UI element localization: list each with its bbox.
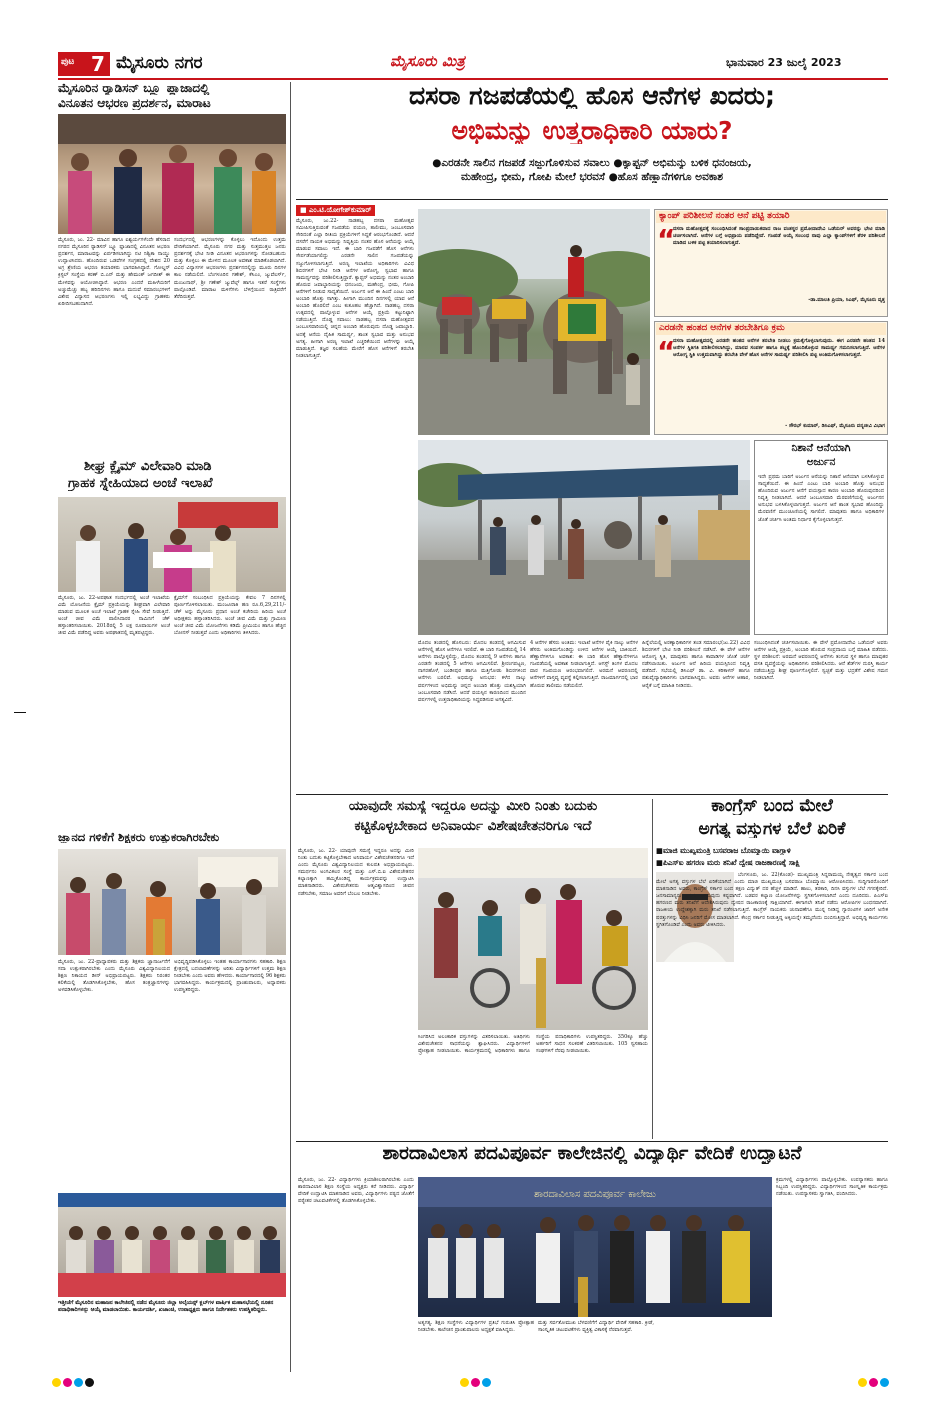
congress-subhead-2: ■ಪಿಎಸ್‌ಐ ಹಗರಣ ಮರು ತನಿಖೆ ದ್ವೇಷ ರಾಜಕಾರಣಕ್ಕೆ ಸಾಕ್ಷಿ (656, 859, 800, 867)
postal-body-a: ಮೈಸೂರು, ಜು. 22-ಅಪಘಾತ ಸಂದರ್ಭದಲ್ಲಿ ಅಂಚೆ ಇಲಾಖೆಯ ವಿಮೆ ಯೋಜನೆಯ ಕ್ಲೈಮ್ ಪ್ರಕ್ರಿಯೆಯನ್ನು ಶೀಘ್ರವಾಗಿ ವಿಲೇವಾರಿ ಮಾಡುವ ಮೂಲಕ ಅಂಚೆ ಇಲಾಖೆ ಗ್ರಾಹಕ ಸ್ನೇಹಿ ಸೇವೆ ನೀಡುತ್ತಿದೆ. ಅಂಚೆ ಜೀವ ವಿಮೆ ಪಾಲಿಸಿದಾರರ ನಾಮಿನಿಗೆ ಚೆಕ್ ಹಸ್ತಾಂತರಿಸಲಾಯಿತು. 2018ರಲ್ಲಿ 5 ಲಕ್ಷ ರೂಪಾಯಿಗಳ ಅಂಚೆ ಜೀವ ವಿಮೆ ಪಡೆದಿದ್ದ ಅವರು ಅಪಘಾತದಲ್ಲಿ ಮೃತಪಟ್ಟಿದ್ದರು. (58, 595, 170, 637)
registration-dot-9 (869, 1378, 878, 1387)
alliance-photo-figures (58, 1193, 286, 1297)
teachers-workshop-photo (58, 849, 286, 955)
congress-headline-1: ಕಾಂಗ್ರೆಸ್ ಬಂದ ಮೇಲೆ (711, 797, 833, 816)
arjuna-heading-2: ಅರ್ಜುನ (806, 457, 836, 468)
bottom-section-rule (296, 1141, 888, 1142)
mid-headline-1: ಯಾವುದೇ ಸಮಸ್ಯೆ ಇದ್ದರೂ ಅದನ್ನು ಮೀರಿ ನಿಂತು ಬದುಕು (348, 799, 598, 814)
alliance-club-photo (58, 1193, 286, 1297)
arjuna-body: ಇದೇ ಪ್ರಥಮ ಬಾರಿಗೆ ಅರ್ಜುನ ಆನೆಯನ್ನು ನಿಶಾನೆ ಆನೆಯಾಗಿ ಬಳಸಿಕೊಳ್ಳುವ ಸಾಧ್ಯತೆಯಿದೆ. ಈ ಹಿಂದೆ ಎಂಟು ಬಾರಿ ಅಂಬಾರಿ ಹೊತ್ತು ಅನುಭವ ಹೊಂದಿರುವ ಅರ್ಜುನ ಆನೆಗೆ ವಯಸ್ಸಾದ ಕಾರಣ ಅಂಬಾರಿ ಹೊರುವುದರಿಂದ ನಿವೃತ್ತಿ ನೀಡಲಾಗಿದೆ. ಆದರೆ ಜಂಬೂಸವಾರಿ ಮೆರವಣಿಗೆಯಲ್ಲಿ ಅರ್ಜುನನ ಅನುಭವ ಬಳಸಿಕೊಳ್ಳಲಾಗುತ್ತದೆ. ಅರ್ಜುನ ಆನೆ ಶಾಂತ ಸ್ವಭಾವ ಹೊಂದಿದ್ದು ಮೆರವಣಿಗೆ ಮುಂಚೂಣಿಯಲ್ಲಿ ಸಾಗಲಿದೆ. ಮಾವುತರು ಹಾಗೂ ಅಧಿಕಾರಿಗಳ ಜೊತೆ ಚರ್ಚಿಸಿ ಅಂತಿಮ ನಿರ್ಧಾರ ಕೈಗೊಳ್ಳಲಾಗುತ್ತದೆ. (758, 474, 884, 523)
lead-body-3: 4 ಆನೆಗಳ ಹೆಸರು ಅಂತಿಮ: ಇಲಾಖೆ ಆನೆಗಳ ಪೈಕಿ ನಾಲ್ಕು ಆನೆಗಳ ಹೆಸರು ಅಂತಿಮಗೊಂಡಿದ್ದು ಉಳಿದ ಆನೆಗಳ ಆಯ್ಕೆ ಬಾಕಿಯಿದೆ. ಹೆಣ್ಣಾನೆಗಳಿಗೂ ಅವಕಾಶ: ಈ ಬಾರಿ ಹೊಸ ಹೆಣ್ಣಾನೆಗಳಿಗೂ ಗಜಪಡೆಯಲ್ಲಿ ಅವಕಾಶ ನೀಡಲಾಗುತ್ತಿದೆ. ಆಗಸ್ಟ್ ತಿಂಗಳ ಮೊದಲ ವಾರ ಗಜಪಯಣ ಆರಂಭವಾಗಲಿದೆ. ಅರಮನೆ ಆವರಣದಲ್ಲಿ ಆನೆಗಳಿಗೆ ವಾಸ್ತವ್ಯ ವ್ಯವಸ್ಥೆ ಕಲ್ಪಿಸಲಾಗುತ್ತಿದೆ. ರಾಜಮಾರ್ಗದಲ್ಲಿ ಭಾರ ಹೊರುವ ತಾಲೀಮು ನಡೆಯಲಿದೆ. (530, 640, 638, 689)
registration-dot-3 (74, 1378, 83, 1387)
column-divider-right (652, 799, 653, 1139)
congress-headline-2: ಅಗತ್ಯ ವಸ್ತುಗಳ ಬೆಲೆ ಏರಿಕೆ (698, 820, 846, 839)
postal-photo-figures (58, 497, 286, 592)
college-stage-photo (418, 1177, 772, 1317)
quote1-heading: ಕ್ಯಾಂಪ್ ಪರಿಶೀಲನೆ ನಂತರ ಆನೆ ಪಟ್ಟಿ ತಯಾರಿ (656, 211, 886, 223)
lead-bottom-rule (296, 794, 888, 795)
postal-headline-1: ಶೀಘ್ರ ಕ್ಲೈಮ್ ವಿಲೇವಾರಿ ಮಾಡಿ (84, 460, 212, 474)
section-title: ಮೈಸೂರು ನಗರ (116, 53, 203, 73)
mid-headline-2: ಕಟ್ಟಿಕೊಳ್ಳಬೇಕಾದ ಅನಿವಾರ್ಯ ವಿಶೇಷಚೇತನರಿಗೂ ಇದೆ (354, 819, 592, 834)
lead-subhead-rule (296, 199, 888, 200)
registration-dot-10 (880, 1378, 889, 1387)
registration-dot-5 (460, 1378, 469, 1387)
alliance-caption: ಇತ್ತೀಚೆಗೆ ಮೈಸೂರಿನ ಮಹಾಜನ ಕಾಲೇಜಿನಲ್ಲಿ ನಡೆದ ಮೈಸೂರು ಜಿಲ್ಲಾ ಅಲೈಯನ್ಸ್ ಕ್ಲಬ್‌ಗಳ ವಾರ್ಷಿಕ ಮಹಾಸಭೆಯಲ್ಲಿ ನೂತನ ಪದಾಧಿಕಾರಿಗಳನ್ನು ಆಯ್ಕೆ ಮಾಡಲಾಯಿತು. ಕಾರ್ಯದರ್ಶಿ, ಖಜಾಂಚಿ, ಉಪಾಧ್ಯಕ್ಷರು ಹಾಗೂ ನಿರ್ದೇಶಕರು ಉಪಸ್ಥಿತರಿದ್ದರು. (58, 1300, 274, 1314)
college-photo-scene (418, 1177, 772, 1317)
quote1-attribution: -ಡಾ.ಮಾಲತಿ ಪ್ರಿಯಾ, ಸಿಎಫ್, ಮೈಸೂರು ವೃತ್ತ (808, 297, 885, 303)
disability-event-photo (418, 848, 648, 1030)
college-body-e-spacer (658, 1320, 772, 1370)
jewel-body-b: ಸಂದರ್ಭದಲ್ಲಿ ಆಭರಣಗಳನ್ನು ಕೊಳ್ಳಲು ಇದೊಂದು ಉತ್ತಮ ವೇದಿಕೆಯಾಗಿದೆ. ಮೈಸೂರು ನಗರ ಮತ್ತು ಸುತ್ತಮುತ್ತಲ ಜನರು ಪ್ರದರ್ಶನಕ್ಕೆ ಭೇಟಿ ನೀಡಿ ವಿನೂತನ ಆಭರಣಗಳನ್ನು ನೋಡಬಹುದು ಮತ್ತು ಕೊಳ್ಳಲು ಈ ಮೇಳದ ಮೂಲಕ ಅವಕಾಶ ಮಾಡಿಕೊಡಲಾಗಿದೆ. ವಿವಿಧ ವಿನ್ಯಾಸಗಳ ಆಭರಣಗಳು ಪ್ರದರ್ಶನದಲ್ಲಿದ್ದು ಮೂರು ದಿನಗಳ ಕಾಲ ನಡೆಯಲಿದೆ. ಬೆಂಗಳೂರಿನ ಗಣೇಶ್, ಕೆಸಿಎಂ, ಜ್ಯುವೆಲರ್ಸ್, ಮಂಜುನಾಥ್, ಶ್ರೀ ಗಣೇಶ್ ಜ್ಯುವೆಲ್ಸ್ ಹಾಗೂ ಇತರೆ ಸಂಸ್ಥೆಗಳು ಪಾಲ್ಗೊಂಡಿವೆ. ಮಾರಾಟ ಮಳಿಗೆಗಳು ಬೆಳಿಗ್ಗೆಯಿಂದ ರಾತ್ರಿವರೆಗೆ ತೆರೆದಿರುತ್ತವೆ. (174, 237, 286, 300)
disability-photo-scene (418, 848, 648, 1030)
elephant-procession-photo (418, 209, 650, 435)
college-body-d: ಕ್ರಮಗಳಲ್ಲಿ ವಿದ್ಯಾರ್ಥಿಗಳು ಪಾಲ್ಗೊಳ್ಳಬೇಕು. ಉಪನ್ಯಾಸಕರು ಹಾಗೂ ಸಿಬ್ಬಂದಿ ಉಪಸ್ಥಿತರಿದ್ದರು. ವಿದ್ಯಾರ್ಥಿಗಳಿಂದ ಸಾಂಸ್ಕೃತಿಕ ಕಾರ್ಯಕ್ರಮ ನಡೆಯಿತು. ಉಪನ್ಯಾಸಕರು ಸ್ವಾಗತಿಸಿ, ವಂದಿಸಿದರು. (776, 1177, 888, 1198)
issue-date: ಭಾನುವಾರ 23 ಜುಲೈ 2023 (726, 56, 842, 69)
jewel-body-a: ಮೈಸೂರು, ಜು. 22- ಮಾವಿನ ಹಾಗೂ ಐಶ್ವರ್ಯಗಳೆಂದೇ ಹೆಸರಾದ ನಗರದ ಮೈಸೂರಿನ ರ‍್ಯಾಡಿಸನ್ ಬ್ಲ್ಯೂ ಪ್ಲಾಜಾದಲ್ಲಿ ವಿನೂತನ ಆಭರಣ ಪ್ರದರ್ಶನ, ಮಾರಾಟವನ್ನು ಏರ್ಪಡಿಸಲಾಗಿದ್ದು ನಟಿ ನಿಶ್ವಿಕಾ ನಾಯ್ಡು ಉದ್ಘಾಟಿಸಿದರು. ಹೊಂದಿರುವ ಒಡವೆಗಳ ಸಂಗ್ರಹದಲ್ಲಿ ದೇಶದ 20 ಅಗ್ರ ಶ್ರೇಣಿಯ ಆಭರಣ ತಯಾರಕರು ಭಾಗವಹಿಸಿದ್ದಾರೆ. ಗೋಲ್ಡನ್ ಕ್ರಿಸ್ಟಲ್ ಸಂಸ್ಥೆಯ ಕರಣ್ ಬಿ.ಎನ್ ಮತ್ತು ಹೇಮಂತ್ ಜಗದೀಶ್ ಈ ಮೇಳವನ್ನು ಆಯೋಜಿಸಿದ್ದಾರೆ. ಆಭರಣ ಎಂದರೆ ಮಹಿಳೆಯರಿಗೆ ಅಚ್ಚುಮೆಚ್ಚು ಹಬ್ಬ ಹರಿದಿನಗಳು ಹಾಗೂ ಮದುವೆ ಸಮಾರಂಭಗಳಿಗೆ ವಿಶೇಷ ವಿನ್ಯಾಸದ ಆಭರಣಗಳು ಇಲ್ಲಿ ಲಭ್ಯವಿದ್ದು ಗ್ರಾಹಕರು ಖರೀದಿಸಬಹುದಾಗಿದೆ. (58, 237, 170, 307)
lead-headline-2: ಅಭಿಮನ್ಯು ಉತ್ತರಾಧಿಕಾರಿ ಯಾರು? (451, 117, 733, 144)
teachers-headline: ಜ್ಞಾನದ ಗಳಿಕೆಗೆ ಶಿಕ್ಷಕರು ಉತ್ಸುಕರಾಗಿರಬೇಕು (58, 831, 220, 844)
postal-headline-2: ಗ್ರಾಹಕ ಸ್ನೇಹಿಯಾದ ಅಂಚೆ ಇಲಾಖೆ (68, 477, 213, 491)
lead-headline-1: ದಸರಾ ಗಜಪಡೆಯಲ್ಲಿ ಹೊಸ ಆನೆಗಳ ಖದರು; (408, 82, 775, 109)
college-body-b: ಅತ್ಯಗತ್ಯ. ಶಿಕ್ಷಣ ಸಂಸ್ಥೆಗಳು ವಿದ್ಯಾರ್ಥಿಗಳ ಪ್ರತಿಭೆ ಗುರುತಿಸಿ ಪ್ರೋತ್ಸಾಹ ನೀಡಬೇಕು. ಕಾಲೇಜಿನ ಪ್ರಾಂಶುಪಾಲರು ಅಧ್ಯಕ್ಷತೆ ವಹಿಸಿದ್ದರು. (418, 1320, 534, 1334)
quote2-heading: ಎರಡನೇ ಹಂತದ ಆನೆಗಳ ತರಬೇತಿಗೂ ಕ್ರಮ (656, 323, 886, 335)
quote1-mark: “ (657, 223, 676, 256)
registration-dot-4 (85, 1378, 94, 1387)
jewel-photo-figures (58, 114, 286, 234)
mid-body-b: ಸಿಂಗರಿಸಿದ ಅಲಂಕಾರಿಕ ವಸ್ತುಗಳನ್ನು ವಿತರಿಸಲಾಯಿತು. ಅತಿಥಿಗಳು ವಿಶೇಷಚೇತನರ ಸಾಧನೆಯನ್ನು ಶ್ಲಾಘಿಸಿದರು. ವಿದ್ಯಾರ್ಥಿಗಳಿಗೆ ಪ್ರೋತ್ಸಾಹ ನೀಡಲಾಯಿತು. ಕಾರ್ಯಕ್ರಮದಲ್ಲಿ ಅಧಿಕಾರಿಗಳು ಹಾಗೂ ಸಂಸ್ಥೆಯ ಪದಾಧಿಕಾರಿಗಳು ಉಪಸ್ಥಿತರಿದ್ದರು. 350ಕ್ಕೂ ಹೆಚ್ಚು ಅರ್ಹರಿಗೆ ಸಾಧನ ಸಲಕರಣೆ ವಿತರಿಸಲಾಯಿತು. 105 ಸ್ವಸಹಾಯ ಸಂಘಗಳಿಗೆ ನೆರವು ನೀಡಲಾಯಿತು. (418, 1034, 648, 1055)
college-stage-banner: ಶಾರದಾವಿಲಾಸ ಪದವಿಪೂರ್ವ ಕಾಲೇಜು (534, 1189, 656, 1200)
elephant-1 (436, 294, 480, 354)
quote1-text: ದಸರಾ ಮಹೋತ್ಸವಕ್ಕೆ ಸಂಬಂಧಿಸಿದಂತೆ ಸಾಂಪ್ರದಾಯಿಕವಾದ ರಾಜ ವಂಶಸ್ಥರ ಪ್ರಮೋದಾದೇವಿ ಒಡೆಯರ್ ಅವರನ್ನು ಭೇಟಿ ಮಾಡಿ ಚರ್ಚಿಸಲಾಗಿದೆ. ಆನೆಗಳ ಬಗ್ಗೆ ಅಭಿಪ್ರಾಯ ಪಡೆದಿದ್ದೇವೆ. ಗಜಪಡೆ ಆಯ್ಕೆ ಸಂಬಂಧ ನಾವು ಎಲ್ಲಾ ಕ್ಯಾಂಪ್‌ಗಳಿಗೆ ತೆರಳಿ ಪರಿಶೀಲನೆ ಮಾಡಿದ ಬಳಿಕ ಪಟ್ಟಿ ತಯಾರಿಸಲಾಗುತ್ತದೆ. (673, 226, 885, 247)
teachers-body-b: ಅಭಿವೃದ್ಧಿಪಡಿಸಿಕೊಳ್ಳಲು ಇಂತಹ ಕಾರ್ಯಾಗಾರಗಳು ಸಹಕಾರಿ. ಶಿಕ್ಷಣ ಕ್ಷೇತ್ರದಲ್ಲಿ ಬದಲಾವಣೆಗಳನ್ನು ಅರಿತು ವಿದ್ಯಾರ್ಥಿಗಳಿಗೆ ಉತ್ತಮ ಶಿಕ್ಷಣ ನೀಡಬೇಕು ಎಂದು ಅವರು ಹೇಳಿದರು. ಕಾರ್ಯಾಗಾರದಲ್ಲಿ 96 ಶಿಕ್ಷಕರು ಭಾಗವಹಿಸಿದ್ದರು. ಕಾರ್ಯಕ್ರಮದಲ್ಲಿ ಪ್ರಾಂಶುಪಾಲರು, ಅಧ್ಯಾಪಕರು ಉಪಸ್ಥಿತರಿದ್ದರು. (174, 959, 286, 994)
page-number: 7 (91, 52, 105, 76)
shed-photo-scene (418, 440, 750, 635)
lead-byline: ■ ಎಂ.ಟಿ.ಯೋಗೇಶ್‌ಕುಮಾರ್ (296, 205, 375, 216)
college-body-a: ಮೈಸೂರು, ಜು. 22- ವಿದ್ಯಾರ್ಥಿಗಳು ಕ್ರಿಯಾಶೀಲರಾಗಿರಬೇಕು ಎಂದು ಶಾರದಾವಿಲಾಸ ಶಿಕ್ಷಣ ಸಂಸ್ಥೆಯ ಅಧ್ಯಕ್ಷರು ಕರೆ ನೀಡಿದರು. ವಿದ್ಯಾರ್ಥಿ ವೇದಿಕೆ ಉದ್ಘಾಟಿಸಿ ಮಾತನಾಡಿದ ಅವರು, ವಿದ್ಯಾರ್ಥಿಗಳು ಪಠ್ಯದ ಜೊತೆಗೆ ಪಠ್ಯೇತರ ಚಟುವಟಿಕೆಗಳಲ್ಲಿ ತೊಡಗಿಸಿಕೊಳ್ಳಬೇಕು. (298, 1177, 414, 1205)
quote2-text: ದಸರಾ ಮಹೋತ್ಸವದಲ್ಲಿ ಎರಡನೇ ಹಂತದ ಆನೆಗಳ ತರಬೇತಿ ನೀಡಲು ಕ್ರಮಕೈಗೊಳ್ಳಲಾಗುವುದು. ಈಗ ಎರಡನೇ ಹಂತದ 14 ಆನೆಗಳ ಸ್ಥಿತಿಗತಿ ಪರಿಶೀಲಿಸಲಾಗಿದ್ದು, ಮಾನವ ಸಂಪರ್ಕ ಹಾಗೂ ಶಬ್ದಕ್ಕೆ ಹೊಂದಿಕೊಳ್ಳುವ ಸಾಮರ್ಥ್ಯ ಗಮನಿಸಲಾಗುತ್ತಿದೆ. ಆನೆಗಳ ಆರೋಗ್ಯ ಸ್ಥಿತಿ ಉತ್ತಮವಾಗಿದ್ದು ತರಬೇತಿ ವೇಳೆ ಹೊಸ ಆನೆಗಳ ಸಾಮರ್ಥ್ಯ ಪರಿಶೀಲಿಸಿ ಪಟ್ಟಿ ಅಂತಿಮಗೊಳಿಸಲಾಗುತ್ತದೆ. (673, 338, 885, 359)
lead-subhead-2: ಮಹೇಂದ್ರ, ಭೀಮ, ಗೋಪಿ ಮೇಲೆ ಭರವಸೆ ●ಹೊಸ ಹೆಣ್ಣಾನೆಗಳಿಗೂ ಅವಕಾಶ (460, 172, 724, 183)
teachers-body-a: ಮೈಸೂರು, ಜು. 22-ಪ್ರಾಧ್ಯಾಪಕರು ಮತ್ತು ಶಿಕ್ಷಕರು ಜ್ಞಾನಾರ್ಜನೆಗೆ ಸದಾ ಉತ್ಸುಕರಾಗಿರಬೇಕು ಎಂದು ಮೈಸೂರು ವಿಶ್ವವಿದ್ಯಾನಿಲಯದ ಶಿಕ್ಷಣ ನಿಕಾಯದ ಡೀನ್ ಅಭಿಪ್ರಾಯಪಟ್ಟರು. ಶಿಕ್ಷಕರು ನಿರಂತರ ಕಲಿಕೆಯಲ್ಲಿ ತೊಡಗಿಸಿಕೊಳ್ಳಬೇಕು, ಹೊಸ ತಂತ್ರಜ್ಞಾನಗಳನ್ನು ಅಳವಡಿಸಿಕೊಳ್ಳಬೇಕು. (58, 959, 170, 994)
registration-dot-2 (63, 1378, 72, 1387)
college-body-c: ಮತ್ತು ಸರ್ವತೋಮುಖ ಬೆಳವಣಿಗೆಗೆ ವಿದ್ಯಾರ್ಥಿ ವೇದಿಕೆ ಸಹಕಾರಿ. ಕ್ರೀಡೆ, ಸಾಂಸ್ಕೃತಿಕ ಚಟುವಟಿಕೆಗಳು ವ್ಯಕ್ತಿತ್ವ ವಿಕಾಸಕ್ಕೆ ನೆರವಾಗುತ್ತವೆ. (538, 1320, 654, 1334)
congress-subhead-1: ■ಮಾಜಿ ಮುಖ್ಯಮಂತ್ರಿ ಬಸವರಾಜ ಬೊಮ್ಮಾಯಿ ವಾಗ್ದಾಳಿ (656, 847, 791, 855)
jewel-headline-2: ವಿನೂತನ ಆಭರಣ ಪ್ರದರ್ಶನ, ಮಾರಾಟ (58, 97, 211, 110)
registration-dot-7 (482, 1378, 491, 1387)
quote2-mark: “ (657, 335, 676, 368)
elephant-photo-scene (418, 209, 650, 435)
lead-body-4: ಹಿನ್ನೆಲೆಯಲ್ಲಿ ಅರಣ್ಯಾಧಿಕಾರಿಗಳ ತಂಡ ಸಮಾರಂಭ(ಜು.22) ವಿವಿಧ ಶಿಬಿರಗಳಿಗೆ ಭೇಟಿ ನೀಡಿ ಪರಿಶೀಲನೆ ನಡೆಸಿದೆ. ಈ ವೇಳೆ ಆನೆಗಳ ಆರೋಗ್ಯ ಸ್ಥಿತಿ, ಮಾವುತರು ಹಾಗೂ ಕಾವಾಡಿಗಳ ಜೊತೆ ಚರ್ಚೆ ನಡೆಸಲಾಯಿತು. ಅರ್ಜುನ ಆನೆ ಹಿರಿಯ ವಯಸ್ಸಿನಿಂದ ನಿವೃತ್ತಿ ಪಡೆದಿದೆ. ಸಭೆಯಲ್ಲಿ ಡಿಸಿಎಫ್ ಡಾ. ವಿ. ಕರಿಕಾಳನ್ ಹಾಗೂ ಪಶುವೈದ್ಯಾಧಿಕಾರಿಗಳು ಭಾಗವಹಿಸಿದ್ದರು. ಅವರು ಆನೆಗಳ ಆಹಾರ, ಆರೈಕೆ ಬಗ್ಗೆ ಮಾಹಿತಿ ನೀಡಿದರು. (642, 640, 750, 689)
lead-body-1: ಮೈಸೂರು, ಜು.22- ನಾಡಹಬ್ಬ ದಸರಾ ಮಹೋತ್ಸವ ಸಮೀಪಿಸುತ್ತಿರುವಂತೆ ಗಜಪಡೆಯ ಪಯಣ, ತಾಲೀಮು, ಜಂಬೂಸವಾರಿ ಸೇರಿದಂತೆ ಎಲ್ಲಾ ರೀತಿಯ ಪ್ರಕ್ರಿಯೆಗಳಿಗೆ ಸಿದ್ಧತೆ ಆರಂಭಗೊಂಡಿದೆ. ಆದರೆ ದಸರೆಗೆ ನಾಯಕ ಅಭಿಮನ್ಯು ನಿವೃತ್ತಿಯ ನಂತರ ಹೊಸ ಆನೆಯನ್ನು ಆಯ್ಕೆ ಮಾಡುವ ಸವಾಲು ಇದೆ. ಈ ಬಾರಿ ಗಜಪಡೆಗೆ ಹೊಸ ಆನೆಗಳು ಸೇರ್ಪಡೆಯಾಗಲಿದ್ದು ಎರಡನೇ ಸಾಲಿನ ಗಜಪಡೆಯನ್ನು ಸಜ್ಜುಗೊಳಿಸಲಾಗುತ್ತಿದೆ. ಅರಣ್ಯ ಇಲಾಖೆಯ ಅಧಿಕಾರಿಗಳು ವಿವಿಧ ಶಿಬಿರಗಳಿಗೆ ಭೇಟಿ ನೀಡಿ ಆನೆಗಳ ಆರೋಗ್ಯ, ಸ್ವಭಾವ ಹಾಗೂ ಸಾಮರ್ಥ್ಯವನ್ನು ಪರಿಶೀಲಿಸುತ್ತಿದ್ದಾರೆ. ಕ್ಯಾಪ್ಟನ್ ಅಭಿಮನ್ಯು ನಂತರ ಅಂಬಾರಿ ಹೊರುವ ಜವಾಬ್ದಾರಿಯನ್ನು ಧನಂಜಯ, ಮಹೇಂದ್ರ, ಭೀಮ, ಗೋಪಿ ಆನೆಗಳಿಗೆ ನೀಡುವ ಸಾಧ್ಯತೆಯಿದೆ. ಅರ್ಜುನ ಆನೆ ಈ ಹಿಂದೆ ಎಂಟು ಬಾರಿ ಅಂಬಾರಿ ಹೊತ್ತು ಸಾಗಿತ್ತು. ಹೀಗಾಗಿ ಮುಂದಿನ ದಿನಗಳಲ್ಲಿ ಯಾವ ಆನೆ ಅಂಬಾರಿ ಹೊರಲಿದೆ ಎಂಬ ಕುತೂಹಲ ಹೆಚ್ಚಾಗಿದೆ. ನಾಡಹಬ್ಬ ದಸರಾ ಉತ್ಸವದಲ್ಲಿ ಪಾಲ್ಗೊಳ್ಳುವ ಆನೆಗಳ ಆಯ್ಕೆ ಪ್ರಕ್ರಿಯೆ ಕಟ್ಟುನಿಟ್ಟಾಗಿ ನಡೆಯುತ್ತಿದೆ. ದೊಡ್ಡ ಸವಾಲು: ನಾಡಹಬ್ಬ ದಸರಾ ಮಹೋತ್ಸವದ ಜಂಬೂಸವಾರಿಯಲ್ಲಿ ಚಿನ್ನದ ಅಂಬಾರಿ ಹೊರುವುದು ದೊಡ್ಡ ಜವಾಬ್ದಾರಿ. ಅದಕ್ಕೆ ಆನೆಯ ದೈಹಿಕ ಸಾಮರ್ಥ್ಯ, ಶಾಂತ ಸ್ವಭಾವ ಮತ್ತು ಅನುಭವ ಅಗತ್ಯ. ಹೀಗಾಗಿ ಅರಣ್ಯ ಇಲಾಖೆ ಎಚ್ಚರಿಕೆಯಿಂದ ಆನೆಗಳನ್ನು ಆಯ್ಕೆ ಮಾಡುತ್ತಿದೆ. ತಜ್ಞರ ಸಲಹೆಯ ಮೇರೆಗೆ ಹೊಸ ಆನೆಗಳಿಗೆ ತರಬೇತಿ ನೀಡಲಾಗುತ್ತಿದೆ. (296, 218, 414, 359)
college-headline: ಶಾರದಾವಿಲಾಸ ಪದವಿಪೂರ್ವ ಕಾಲೇಜಿನಲ್ಲಿ ವಿದ್ಯಾರ್ಥಿ ವೇದಿಕೆ ಉದ್ಘಾಟನೆ (382, 1144, 802, 1164)
quote2-attribution: - ಸೌರಭ್ ಕುಮಾರ್, ಡಿಸಿಎಫ್, ಮೈಸೂರು ವನ್ಯಜೀವಿ ವಿಭಾಗ (785, 423, 885, 429)
elephant-shed-photo (418, 440, 750, 635)
registration-dot-1 (52, 1378, 61, 1387)
mid-body-a: ಮೈಸೂರು, ಜು. 22- ಯಾವುದೇ ಸಮಸ್ಯೆ ಇದ್ದರೂ ಅದನ್ನು ಮೀರಿ ನಿಂತು ಬದುಕು ಕಟ್ಟಿಕೊಳ್ಳಬೇಕಾದ ಅನಿವಾರ್ಯ ವಿಶೇಷಚೇತನರಿಗೂ ಇದೆ ಎಂದು ಮೈಸೂರು ವಿಶ್ವವಿದ್ಯಾನಿಲಯದ ಕುಲಪತಿ ಅಭಿಪ್ರಾಯಪಟ್ಟರು. ಸಮರ್ಥನಂ ಅಂಗವಿಕಲರ ಸಂಸ್ಥೆ ಮತ್ತು ಎಸ್.ಬಿ.ಐ ವಿಶೇಷಚೇತನರ ಕಲ್ಯಾಣಕ್ಕಾಗಿ ಹಮ್ಮಿಕೊಂಡಿದ್ದ ಕಾರ್ಯಕ್ರಮವನ್ನು ಉದ್ಘಾಟಿಸಿ ಮಾತನಾಡಿದರು. ವಿಶೇಷಚೇತನರು ಆತ್ಮವಿಶ್ವಾಸದಿಂದ ಜೀವನ ನಡೆಸಬೇಕು, ಸಮಾಜ ಅವರಿಗೆ ಬೆಂಬಲ ನೀಡಬೇಕು. (298, 848, 414, 897)
registration-dot-6 (471, 1378, 480, 1387)
postal-body-b: ಕ್ಲೈಮ್‌ಗೆ ಸಂಬಂಧಿಸಿದ ಪ್ರಕ್ರಿಯೆಯನ್ನು ಕೇವಲ 7 ದಿನಗಳಲ್ಲಿ ಪೂರ್ಣಗೊಳಿಸಲಾಯಿತು. ಮಂಜೂರಾತಿ ಹಣ ರೂ.6,29,211/- ಚೆಕ್ ಅನ್ನು ಮೈಸೂರು ಪ್ರಧಾನ ಅಂಚೆ ಕಚೇರಿಯ ಹಿರಿಯ ಅಂಚೆ ಅಧೀಕ್ಷಕರು ಹಸ್ತಾಂತರಿಸಿದರು. ಅಂಚೆ ಜೀವ ವಿಮೆ ಮತ್ತು ಗ್ರಾಮೀಣ ಅಂಚೆ ಜೀವ ವಿಮೆ ಯೋಜನೆಗಳು ಕಡಿಮೆ ಪ್ರೀಮಿಯಂ ಹಾಗೂ ಹೆಚ್ಚಿನ ಬೋನಸ್ ನೀಡುತ್ತವೆ ಎಂದು ಅಧಿಕಾರಿಗಳು ತಿಳಿಸಿದರು. (174, 595, 286, 637)
masthead-rule (58, 78, 888, 80)
elephant-2 (486, 295, 534, 362)
left-margin-mark (14, 712, 26, 713)
lead-body-2: ಮೊದಲ ತಂಡದಲ್ಲಿ ಹೊಸಬರು: ಮೊದಲ ತಂಡದಲ್ಲಿ ಆಗಮಿಸುವ ಆನೆಗಳಲ್ಲಿ ಹೊಸ ಆನೆಗಳೂ ಇರಲಿವೆ. ಈ ಬಾರಿ ಗಜಪಡೆಯಲ್ಲಿ 14 ಆನೆಗಳು ಪಾಲ್ಗೊಳ್ಳಲಿದ್ದು, ಮೊದಲ ತಂಡದಲ್ಲಿ 9 ಆನೆಗಳು ಹಾಗೂ ಎರಡನೇ ತಂಡದಲ್ಲಿ 5 ಆನೆಗಳು ಆಗಮಿಸಲಿವೆ. ಶ್ರೀರಂಗಪಟ್ಟಣ, ನಾಗರಹೊಳೆ, ಬಂಡೀಪುರ ಹಾಗೂ ಮತ್ತಿಗೋಡು ಶಿಬಿರಗಳಿಂದ ಆನೆಗಳು ಬರಲಿವೆ. ಅಭಿಮನ್ಯು ಅನುಭವ: ಕಳೆದ ನಾಲ್ಕು ವರ್ಷಗಳಿಂದ ಅಭಿಮನ್ಯು ಚಿನ್ನದ ಅಂಬಾರಿ ಹೊತ್ತು ಯಶಸ್ವಿಯಾಗಿ ಜಂಬೂಸವಾರಿ ನಡೆಸಿದೆ. ಆದರೆ ವಯಸ್ಸಿನ ಕಾರಣದಿಂದ ಮುಂದಿನ ವರ್ಷಗಳಲ್ಲಿ ಉತ್ತರಾಧಿಕಾರಿಯನ್ನು ಸಿದ್ಧಪಡಿಸುವ ಅಗತ್ಯವಿದೆ. (418, 640, 526, 703)
newspaper-logo: ಮೈಸೂರು ಮಿತ್ರ (390, 52, 465, 70)
lead-body-5: ಸಂಬಂಧಿಸಿದಂತೆ ಚರ್ಚಿಸಲಾಯಿತು. ಈ ವೇಳೆ ಪ್ರಮೋದಾದೇವಿ ಒಡೆಯರ್ ಅವರು ಆನೆಗಳ ಆಯ್ಕೆ ಪ್ರಕ್ರಿಯೆ, ಅಂಬಾರಿ ಹೊರುವ ಸಂಪ್ರದಾಯ ಬಗ್ಗೆ ಮಾಹಿತಿ ಪಡೆದರು. ಸ್ಥಳ ಪರಿಶೀಲನೆ: ಅರಮನೆ ಆವರಣದಲ್ಲಿ ಆನೆಗಳು ತಂಗುವ ಸ್ಥಳ ಹಾಗೂ ಮಾವುತರ ವಸತಿ ವ್ಯವಸ್ಥೆಯನ್ನು ಅಧಿಕಾರಿಗಳು ಪರಿಶೀಲಿಸಿದರು. ಆನೆ ಶೆಡ್‌ಗಳ ದುರಸ್ತಿ ಕಾರ್ಯ ನಡೆಯುತ್ತಿದ್ದು ಶೀಘ್ರ ಪೂರ್ಣಗೊಳ್ಳಲಿದೆ. ಸ್ವಚ್ಛತೆ ಮತ್ತು ಭದ್ರತೆಗೆ ವಿಶೇಷ ಗಮನ ನೀಡಲಾಗಿದೆ. (754, 640, 888, 682)
lead-subhead-1: ●ಎರಡನೇ ಸಾಲಿನ ಗಜಪಡೆ ಸಜ್ಜುಗೊಳಿಸುವ ಸವಾಲು ●ಕ್ಯಾಪ್ಟನ್ ಅಭಿಮನ್ಯು ಬಳಿಕ ಧನಂಜಯ, (432, 158, 752, 169)
congress-body: ಬೆಂಗಳೂರು, ಜು. 22(ಕೊಂಡ)- ಮುಖ್ಯಮಂತ್ರಿ ಸಿದ್ದರಾಮಯ್ಯ ನೇತೃತ್ವದ ಸರ್ಕಾರ ಬಂದ ಮೇಲೆ ಅಗತ್ಯ ವಸ್ತುಗಳ ಬೆಲೆ ಏರಿಕೆಯಾಗಿದೆ ಎಂದು ಮಾಜಿ ಮುಖ್ಯಮಂತ್ರಿ ಬಸವರಾಜ ಬೊಮ್ಮಾಯಿ ಆರೋಪಿಸಿದರು. ಸುದ್ದಿಗಾರರೊಂದಿಗೆ ಮಾತನಾಡಿದ ಅವರು, ಕಾಂಗ್ರೆಸ್ ಸರ್ಕಾರ ಬಂದ ತಕ್ಷಣ ವಿದ್ಯುತ್ ದರ ಹೆಚ್ಚಳ ಮಾಡಿದೆ. ಹಾಲು, ತರಕಾರಿ, ದಿನಸಿ ವಸ್ತುಗಳ ಬೆಲೆ ಗಗನಕ್ಕೇರಿದೆ. ಜನಸಾಮಾನ್ಯರು ಬದುಕು ಸಾಗಿಸುವುದು ಕಷ್ಟವಾಗಿದೆ. ಬಡವರ ಕಲ್ಯಾಣ ಯೋಜನೆಗಳನ್ನು ಸ್ಥಗಿತಗೊಳಿಸಲಾಗಿದೆ ಎಂದು ದೂರಿದರು. ಪಿಎಸ್‌ಐ ಹಗರಣದ ಮರು ತನಿಖೆಗೆ ಆದೇಶಿಸಿರುವುದು ದ್ವೇಷದ ರಾಜಕಾರಣಕ್ಕೆ ಸಾಕ್ಷಿಯಾಗಿದೆ. ಈಗಾಗಲೇ ತನಿಖೆ ನಡೆದು ಆರೋಪಿಗಳ ಬಂಧನವಾಗಿದೆ. ರಾಜಕೀಯ ಉದ್ದೇಶಕ್ಕಾಗಿ ಮರು ತನಿಖೆ ನಡೆಸಲಾಗುತ್ತಿದೆ. ಕಾಂಗ್ರೆಸ್ ನಾಯಕರು ಚುನಾವಣೆಗೂ ಮುನ್ನ ನೀಡಿದ್ದ ಗ್ಯಾರಂಟಿಗಳ ಜಾರಿಗೆ ಅನೇಕ ಷರತ್ತುಗಳನ್ನು ವಿಧಿಸಿ ಜನರಿಗೆ ಮೋಸ ಮಾಡಲಾಗಿದೆ. ಕೇಂದ್ರ ಸರ್ಕಾರ ನೀಡುತ್ತಿದ್ದ ಅಕ್ಕಿಯನ್ನೇ ತಮ್ಮದೆಂದು ಬಿಂಬಿಸುತ್ತಿದ್ದಾರೆ. ಅಭಿವೃದ್ಧಿ ಕಾರ್ಯಗಳು ಸ್ಥಗಿತಗೊಂಡಿವೆ ಎಂದು ಅವರು ಟೀಕಿಸಿದರು. (656, 872, 888, 928)
jewel-exhibition-photo (58, 114, 286, 234)
registration-dot-8 (858, 1378, 867, 1387)
jewel-headline-1: ಮೈಸೂರಿನ ರ‍್ಯಾಡಿಸನ್ ಬ್ಲ್ಯೂ ಪ್ಲಾಜಾದಲ್ಲಿ (58, 82, 210, 95)
postal-cheque-photo (58, 497, 286, 592)
arjuna-heading-1: ನಿಶಾನೆ ಆನೆಯಾಗಿ (791, 443, 851, 454)
page-label: ಪುಟ (61, 57, 75, 67)
teachers-photo-figures (58, 849, 286, 955)
column-divider-left (290, 82, 291, 1372)
